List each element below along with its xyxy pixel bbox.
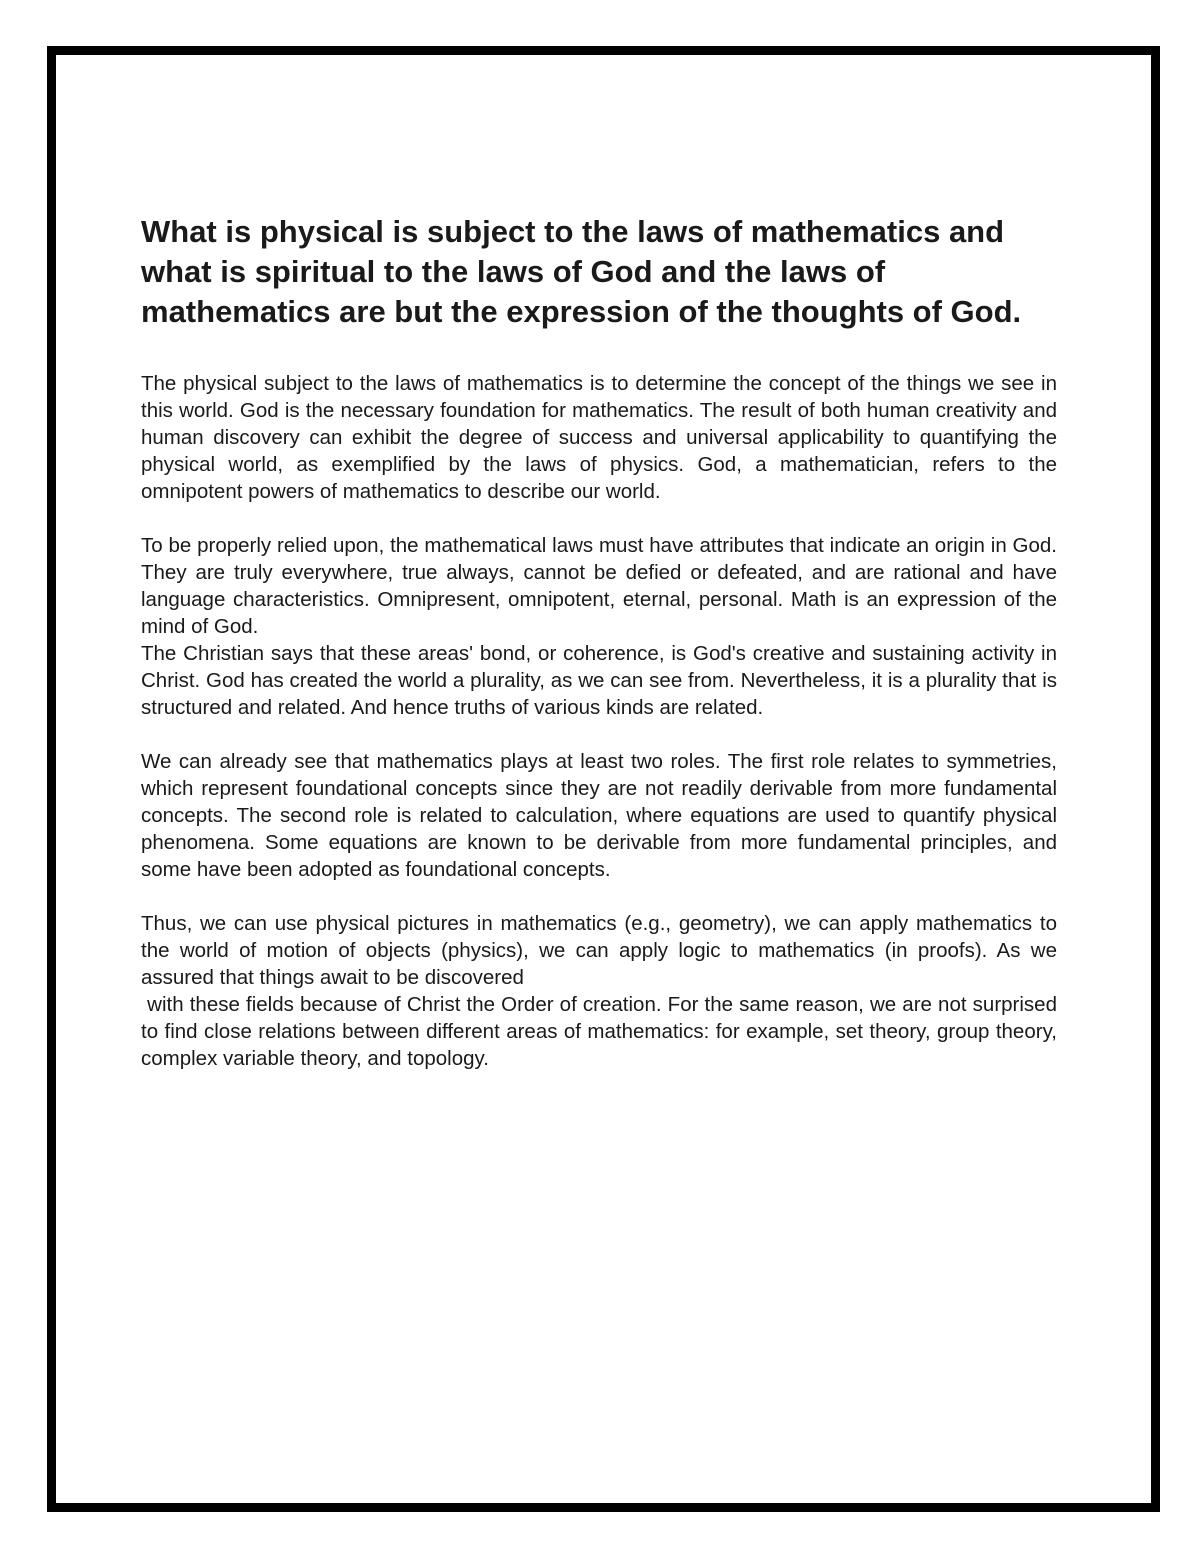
paragraph-christian-says: The Christian says that these areas' bond, or coherence, is God's creative and sustaining activity in Christ. God has created the world a plurality, as we can see from. Nevertheless, it is a plurality that is structured and related. And hence truths of various kinds are related.: [141, 642, 1057, 719]
paragraph-physical-pictures: Thus, we can use physical pictures in mathematics (e.g., geometry), we can apply mathematics to the world of motion of objects (physics), we can apply logic to mathematics (in proofs). As we assured that things await to be discovered: [141, 912, 1057, 989]
paragraph-physical-subject: The physical subject to the laws of mathematics is to determine the concept of the things we see in this world. God is the necessary foundation for mathematics. The result of both human creativity and human discovery can exhibit the degree of success and universal applicability to quantifying the physical world, as exemplified by the laws of physics. God, a mathematician, refers to the omnipotent powers of mathematics to describe our world.: [141, 372, 1057, 503]
paragraph-spacer: [141, 721, 1057, 748]
document-title: What is physical is subject to the laws of mathematics and what is spiritual to the laws of God and the laws of mathematics are but the expression of the thoughts of God.: [141, 214, 1022, 329]
paragraph-spacer: [141, 883, 1057, 910]
document-body: [141, 212, 1063, 1072]
paragraph-properly-relied: To be properly relied upon, the mathematical laws must have attributes that indicate an origin in God. They are truly everywhere, true always, cannot be defied or defeated, and are rational and have language characteristics. Omnipresent, omnipotent, eternal, personal. Math is an expression of the mind of God.: [141, 534, 1057, 638]
paragraph-two-roles: We can already see that mathematics plays at least two roles. The first role relates to symmetries, which represent foundational concepts since they are not readily derivable from more fundamental concepts. The second role is related to calculation, where equations are used to quantify physical phenomena. Some equations are known to be derivable from more fundamental principles, and some have been adopted as foundational concepts.: [141, 750, 1057, 881]
paragraph-spacer: [141, 505, 1057, 532]
paragraph-order-of-creation: with these fields because of Christ the Order of creation. For the same reason, we are not surprised to find close relations between different areas of mathematics: for example, set theory, group theory, complex variable theory, and topology.: [141, 993, 1063, 1070]
